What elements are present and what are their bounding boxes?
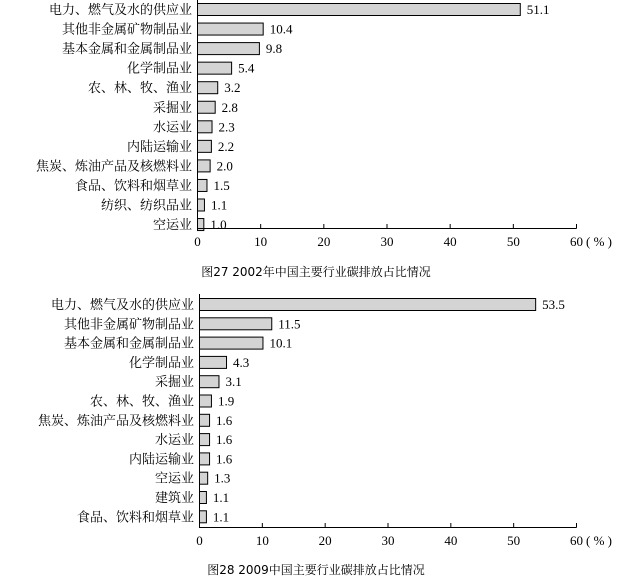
x-tick-label: 0 [196, 533, 203, 548]
value-label: 1.6 [216, 412, 233, 428]
value-label: 11.5 [278, 316, 301, 332]
value-label: 2.2 [217, 138, 235, 154]
bar [198, 43, 260, 55]
bar [198, 179, 207, 191]
category-label: 农、林、牧、渔业 [89, 394, 194, 410]
value-label: 1.1 [210, 197, 228, 213]
value-label: 5.4 [238, 60, 255, 76]
x-tick-label: 50 [507, 533, 521, 548]
value-label: 1.9 [217, 393, 235, 409]
category-label: 化学制品业 [128, 355, 194, 371]
x-tick-label: 40 [444, 533, 458, 548]
value-label: 3.1 [225, 374, 242, 390]
bar [200, 318, 272, 330]
bar [198, 4, 521, 16]
value-label: 2.8 [221, 99, 238, 115]
value-label: 10.1 [269, 335, 293, 351]
category-label: 电力、燃气及水的供应业 [48, 3, 192, 18]
category-label: 水运业 [154, 433, 194, 449]
value-label: 9.8 [265, 41, 283, 57]
x-tick-label: 20 [317, 234, 331, 249]
bar [200, 356, 227, 368]
bar [198, 82, 218, 94]
x-tick-label: 20 [318, 533, 332, 548]
x-tick-label: 30 [381, 533, 395, 548]
value-label: 2.0 [216, 158, 233, 174]
category-label: 其他非金属矿物制品业 [63, 317, 194, 333]
category-label: 空运业 [154, 471, 194, 487]
bar [200, 395, 212, 407]
category-label: 建筑业 [154, 491, 194, 506]
category-label: 内陆运输业 [126, 139, 192, 155]
x-tick-label: 50 [506, 234, 520, 249]
x-tick-label: 40 [443, 234, 457, 249]
category-label: 内陆运输业 [128, 452, 194, 468]
value-label: 2.3 [218, 119, 235, 135]
category-label: 食品、饮料和烟草业 [74, 178, 192, 194]
bar [200, 337, 263, 349]
category-label: 焦炭、炼油产品及核燃料业 [35, 159, 192, 175]
bar [198, 62, 232, 74]
bar [198, 101, 216, 113]
x-unit-label: ( % ) [586, 533, 612, 548]
bar [200, 376, 219, 388]
value-label: 1.6 [216, 451, 233, 467]
value-label: 1.6 [216, 432, 233, 448]
category-label: 基本金属和金属制品业 [63, 336, 194, 352]
x-tick-label: 30 [380, 234, 394, 249]
value-label: 1.0 [210, 217, 227, 233]
value-label: 10.4 [269, 21, 293, 37]
bar [200, 511, 207, 523]
value-label: 3.2 [224, 80, 241, 96]
bar [198, 140, 212, 152]
chart-2009 [38, 294, 612, 577]
x-tick-label: 10 [254, 234, 268, 249]
chart-title: 图27 2002年中国主要行业碳排放占比情况 [201, 265, 431, 279]
bar [198, 160, 211, 172]
bar [200, 414, 210, 426]
category-label: 水运业 [152, 120, 192, 136]
x-tick-label: 60 [570, 234, 583, 249]
x-unit-label: ( % ) [586, 234, 612, 249]
value-label: 53.5 [542, 297, 565, 312]
bar [198, 121, 213, 133]
value-label: 1.1 [212, 509, 230, 525]
category-label: 采掘业 [152, 100, 192, 116]
value-label: 51.1 [526, 2, 550, 17]
bar [200, 492, 207, 504]
value-label: 1.5 [213, 177, 230, 193]
category-label: 电力、燃气及水的供应业 [50, 298, 194, 313]
value-label: 4.3 [233, 354, 250, 370]
bar [200, 434, 210, 446]
bar [200, 299, 536, 311]
value-label: 1.1 [212, 490, 230, 505]
x-tick-label: 0 [194, 234, 201, 249]
bar [200, 453, 210, 465]
category-label: 焦炭、炼油产品及核燃料业 [37, 413, 194, 429]
chart-2002 [36, 0, 612, 279]
chart-title: 图28 2009中国主要行业碳排放占比情况 [207, 563, 425, 577]
category-label: 基本金属和金属制品业 [61, 42, 192, 58]
category-label: 采掘业 [154, 375, 194, 391]
bar [200, 472, 208, 484]
x-tick-label: 60 [570, 533, 583, 548]
category-label: 空运业 [152, 218, 192, 234]
bar [198, 199, 205, 211]
category-label: 化学制品业 [126, 61, 192, 77]
category-label: 农、林、牧、渔业 [87, 81, 192, 97]
category-label: 其他非金属矿物制品业 [61, 22, 192, 38]
x-tick-label: 10 [255, 533, 269, 548]
value-label: 1.3 [214, 470, 231, 486]
category-label: 纺织、纺织品业 [100, 198, 192, 214]
category-label: 食品、饮料和烟草业 [76, 510, 194, 526]
bar [198, 23, 264, 35]
